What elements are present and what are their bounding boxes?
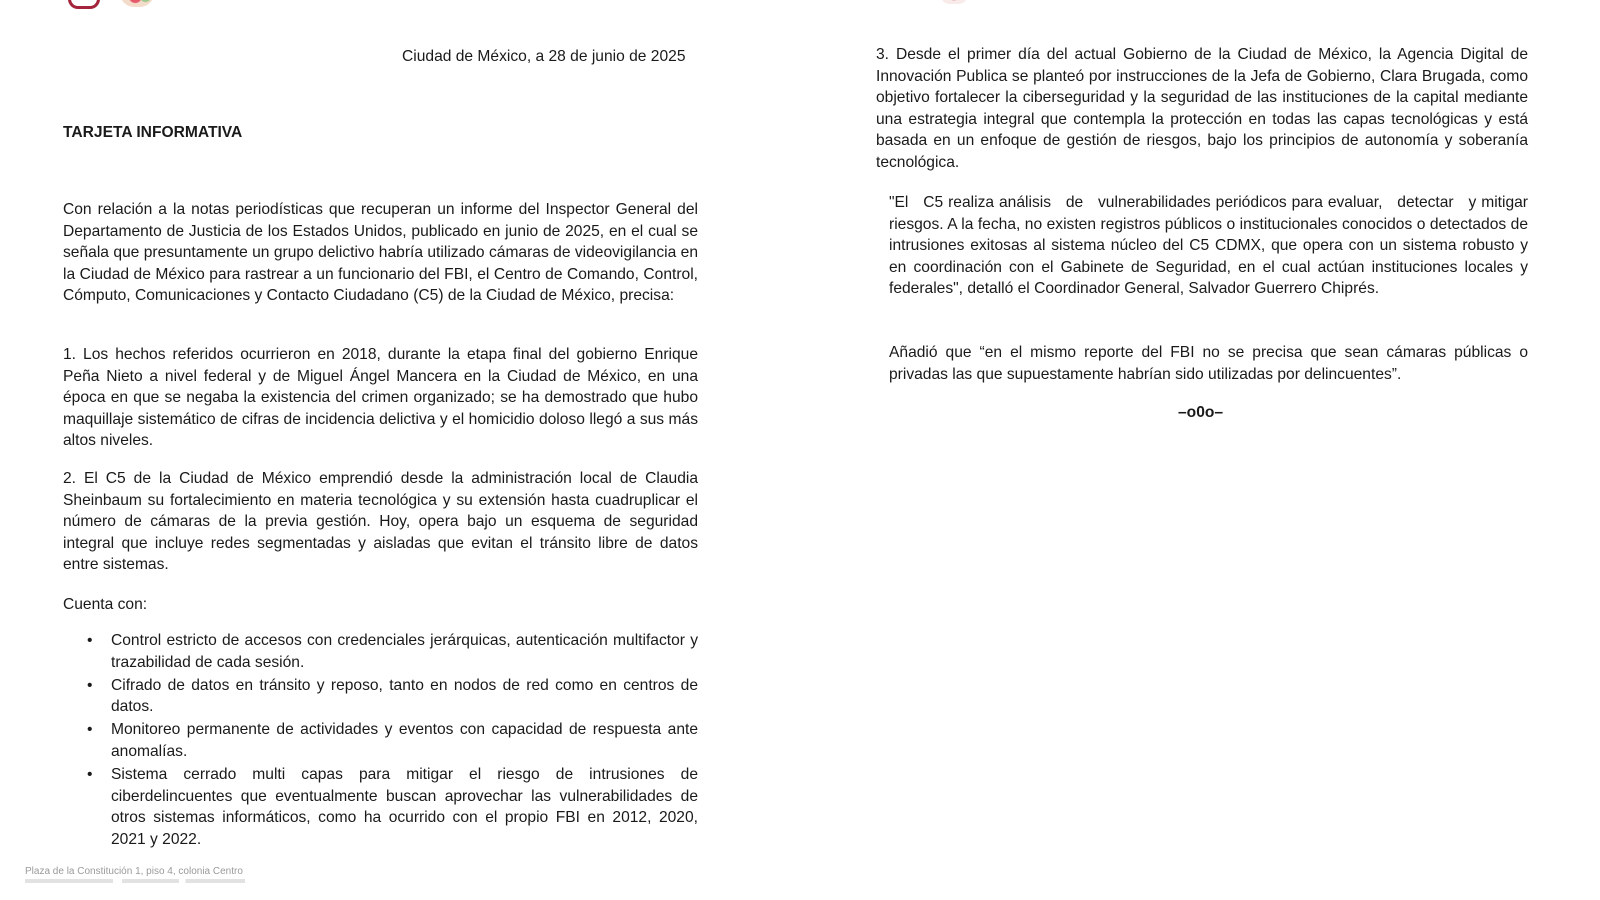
list-item-text: Sistema cerrado multi capas para mitigar el riesgo de intrusiones de ciberdelincuentes que eventualmente buscan aprovechar las vulnerabilidades de otros sistemas informáticos, como ha ocurrido con el propio FBI en 2012, 2020, 2021 y 2022. <box>111 766 698 848</box>
list-item-text: Control estricto de accesos con credenciales jerárquicas, autenticación multifactor y trazabilidad de cada sesión. <box>111 632 698 671</box>
list-item <box>63 719 698 762</box>
date-line: Ciudad de México, a 28 de junio de 2025 <box>402 48 686 65</box>
list-item <box>63 675 698 718</box>
bullet-icon: • <box>87 676 93 694</box>
cdmx-shield-logo <box>68 0 100 9</box>
closing-mark: –o0o– <box>1178 404 1224 421</box>
document-title: TARJETA INFORMATIVA <box>63 124 243 141</box>
intro-paragraph: Con relación a la notas periodísticas que recuperan un informe del Inspector General del Departamento de Justicia de los Estados Unidos, publicado en junio de 2025, en el cual se señala que presuntamente un grupo delictivo habría utilizado cámaras de videovigilancia en la Ciudad de México para rastrear a un funcionario del FBI, el Centro de Comando, Control, Cómputo, Comunicaciones y Contacto Ciudadano (C5) de la Ciudad de México, precisa: <box>63 201 698 305</box>
point-2-paragraph: 2. El C5 de la Ciudad de México emprendió desde la administración local de Claudia Sheinbaum su fortalecimiento en materia tecnológica y su extensión hasta cuadruplicar el número de cámaras de la previa gestión. Hoy, opera bajo un esquema de seguridad integral que incluye redes segmentadas y aisladas que evitan el tránsito libre de datos entre sistemas. <box>63 470 698 574</box>
list-item <box>63 764 698 850</box>
cuenta-con-label: Cuenta con: <box>63 596 148 613</box>
list-item-text: Cifrado de datos en tránsito y reposo, tanto en nodos de red como en centros de datos. <box>111 676 698 716</box>
list-item <box>63 630 698 673</box>
point-3-paragraph: 3. Desde el primer día del actual Gobierno de la Ciudad de México, la Agencia Digital de Innovación Publica se planteó por instrucciones de la Jefa de Gobierno, Clara Brugada, como objetivo fortalecer la ciberseguridad y la seguridad de las instituciones de la capital mediante una estrategia integral que contempla la protección en todas las capas tecnológicas y está basada en un enfoque de gestión de riesgos, bajo los principios de autonomía y soberanía tecnológica. <box>876 46 1528 171</box>
bullet-icon: • <box>87 721 93 739</box>
document-page-1 <box>0 0 780 900</box>
point-1-paragraph: 1. Los hechos referidos ocurrieron en 2018, durante la etapa final del gobierno Enrique Peña Nieto a nivel federal y de Miguel Ángel Mancera en la Ciudad de México, en una época en que se negaba la existencia del crimen organizado; se ha demostrado que hubo maquillaje sistemático de cifras de incidencia delictiva y el homicidio doloso llegó a sus más altos niveles. <box>63 346 698 450</box>
cdmx-logo-page2 <box>940 0 968 4</box>
footer-address: Plaza de la Constitución 1, piso 4, colonia Centro <box>25 866 243 877</box>
cdmx-flower-logo <box>120 0 154 7</box>
security-measures-list <box>63 630 698 852</box>
bullet-icon: • <box>87 766 93 784</box>
list-item-text: Monitoreo permanente de actividades y eventos con capacidad de respuesta ante anomalías. <box>111 721 698 760</box>
bullet-icon: • <box>87 632 93 649</box>
footer-address-cropped-line <box>25 879 245 883</box>
anadio-paragraph: Añadió que “en el mismo reporte del FBI no se precisa que sean cámaras públicas o privadas las que supuestamente habrían sido utilizadas por delincuentes”. <box>889 344 1528 383</box>
coordinator-quote: "El C5 realiza análisis de vulnerabilidades periódicos para evaluar, detectar y mitigar riesgos. A la fecha, no existen registros públicos o institucionales conocidos o detectados de intrusiones exitosas al sistema núcleo del C5 CDMX, que opera con un sistema robusto y en coordinación con el Gabinete de Seguridad, en el cual actúan instituciones locales y federales", detalló el Coordinador General, Salvador Guerrero Chiprés. <box>889 194 1533 298</box>
